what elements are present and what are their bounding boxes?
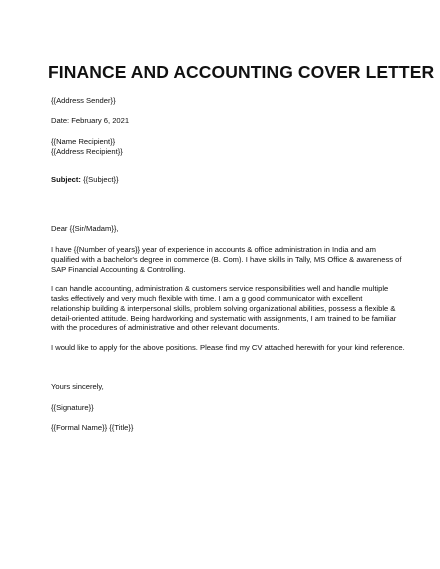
- paragraph-1-line-3: SAP Financial Accounting & Controlling.: [51, 265, 186, 274]
- recipient-name: {{Name Recipient}}: [51, 137, 116, 146]
- paragraph-1-line-1: I have {{Number of years}} year of experience in accounts & office administration in India and am: [51, 245, 376, 254]
- signature: {{Signature}}: [51, 403, 94, 412]
- paragraph-3-line-1: I would like to apply for the above positions. Please find my CV attached herewith for your kind reference.: [51, 343, 405, 352]
- paragraph-2-line-1: I can handle accounting, administration & customers service responsibilities well and handle multiple: [51, 284, 389, 293]
- letter-title: FINANCE AND ACCOUNTING COVER LETTER: [48, 62, 435, 82]
- sender-address: {{Address Sender}}: [51, 96, 116, 105]
- recipient-address: {{Address Recipient}}: [51, 147, 123, 156]
- paragraph-1-line-2: qualified with a bachelor's degree in commerce (B. Com). I have skills in Tally, MS Office & awareness of: [51, 255, 402, 264]
- closing: Yours sincerely,: [51, 382, 104, 391]
- subject-value: {{Subject}}: [80, 175, 119, 184]
- paragraph-2-line-5: with the procedures of administrative and other relevant documents.: [51, 323, 280, 332]
- paragraph-2-line-3: relationship building & interpersonal skills, problem solving organizational abilities, possess a flexible &: [51, 304, 396, 313]
- paragraph-2-line-4: detail-oriented attitude. Being hardworking and systematic with assignments, I am trained to be familiar: [51, 314, 397, 323]
- subject-line: [51, 174, 119, 185]
- subject-label: Subject:: [51, 175, 81, 184]
- salutation: Dear {{Sir/Madam}},: [51, 224, 119, 233]
- formal-name: {{Formal Name}} {{Title}}: [51, 423, 134, 432]
- letter-date: Date: February 6, 2021: [51, 116, 130, 125]
- paragraph-2-line-2: tasks effectively and very much flexible with time. I am a g good communicator with excellent: [51, 294, 363, 303]
